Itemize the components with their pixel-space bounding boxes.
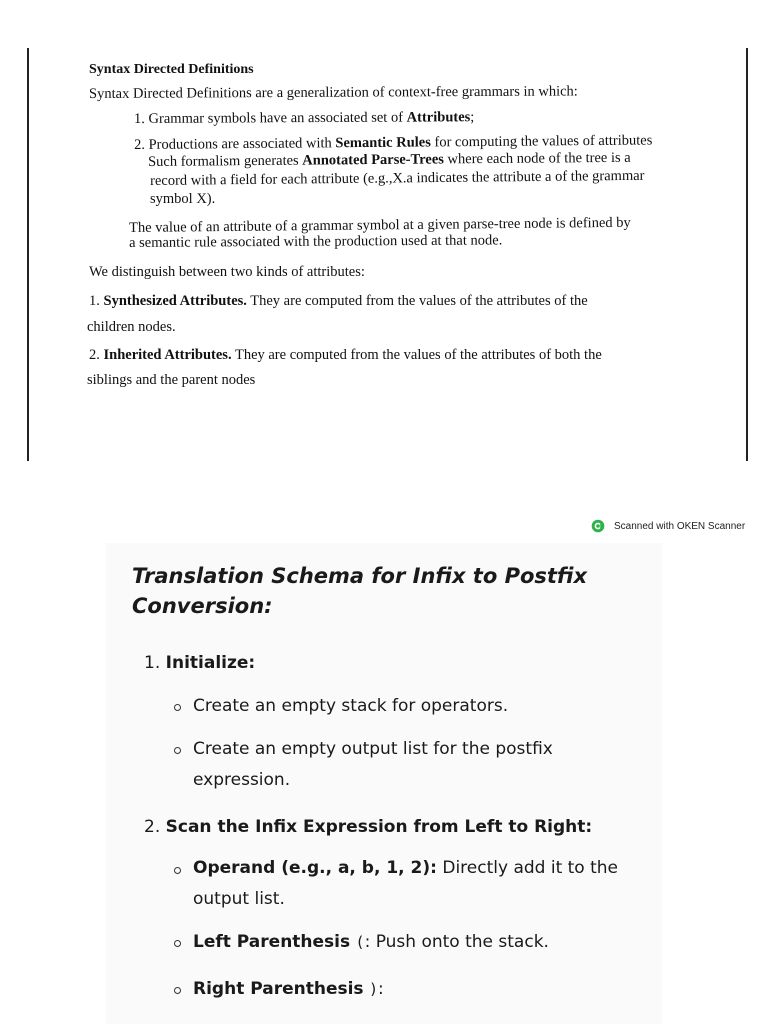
- scan-item-2-line-2: Such formalism generates Annotated Parse-Trees where each node of the tree is a: [147, 149, 631, 170]
- scan-item-2-line-1: 2. Productions are associated with Semantic Rules for computing the values of attributes: [133, 132, 653, 153]
- right-parenthesis-bullet: Right Parenthesis ):: [193, 979, 384, 999]
- bullet-icon: [174, 704, 181, 711]
- scan-item-2-line-4: symbol X).: [150, 191, 216, 207]
- scan-intro: Syntax Directed Definitions are a generalization of context-free grammars in which:: [88, 83, 578, 102]
- scan-inherited: 2. Inherited Attributes. They are computed from the values of the attributes of both the: [89, 347, 602, 363]
- scan-distinguish: We distinguish between two kinds of attributes:: [89, 264, 365, 280]
- schema-title-line-2: Conversion:: [132, 594, 273, 618]
- scan-value-line-2: a semantic rule associated with the production used at that node.: [128, 232, 503, 251]
- scan-heading: Syntax Directed Definitions: [89, 62, 254, 77]
- scan-value-line-1: The value of an attribute of a grammar symbol at a given parse-tree node is defined by: [128, 214, 631, 236]
- scan-inherited-line-2: siblings and the parent nodes: [87, 372, 256, 388]
- schema-title-line-1: Translation Schema for Infix to Postfix: [132, 564, 588, 588]
- step-1-bullet-2-line-1: Create an empty output list for the postfix: [193, 739, 553, 759]
- step-1-bullet-1: Create an empty stack for operators.: [193, 696, 509, 716]
- operand-bullet-line-2: output list.: [193, 889, 285, 909]
- scan-item-2-line-3: record with a field for each attribute (e.g.,X.a indicates the attribute a of the grammar: [149, 167, 645, 189]
- scan-left-border: [27, 48, 29, 461]
- scanner-badge: [591, 519, 745, 533]
- scan-synthesized-line-2: children nodes.: [87, 319, 176, 335]
- left-parenthesis-bullet: Left Parenthesis (: Push onto the stack.: [193, 932, 549, 952]
- bullet-icon: [174, 867, 181, 874]
- step-2: 2. Scan the Infix Expression from Left to Right:: [144, 817, 593, 837]
- scan-synthesized: 1. Synthesized Attributes. They are computed from the values of the attributes of the: [89, 293, 588, 309]
- scan-right-border: [746, 48, 748, 461]
- bullet-icon: [174, 987, 181, 994]
- step-1-bullet-2-line-2: expression.: [193, 770, 291, 790]
- oken-logo-icon: [591, 519, 605, 533]
- step-1: 1. Initialize:: [144, 653, 256, 673]
- scanner-badge-text: Scanned with OKEN Scanner: [614, 520, 746, 532]
- bullet-icon: [174, 940, 181, 947]
- bullet-icon: [174, 747, 181, 754]
- scan-item-1: 1. Grammar symbols have an associated set of Attributes;: [133, 109, 475, 127]
- operand-bullet: Operand (e.g., a, b, 1, 2): Directly add it to the: [193, 858, 619, 878]
